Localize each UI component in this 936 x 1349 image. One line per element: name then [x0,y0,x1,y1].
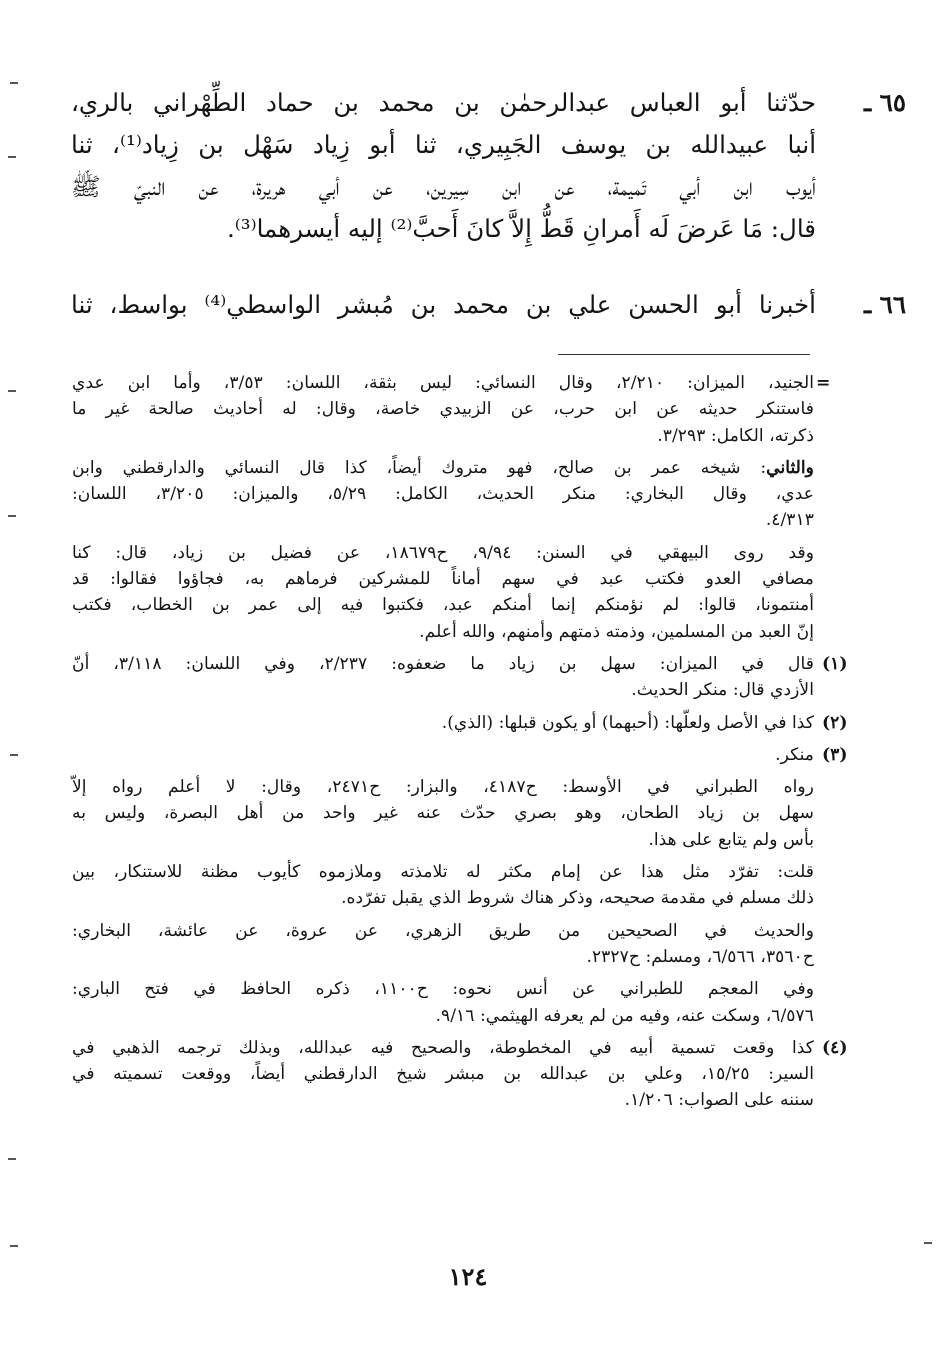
footnote-line: الأزدي قال: منكر الحديث. [631,680,814,701]
page-number: ١٢٤ [448,1262,488,1291]
scan-mark [8,1158,16,1160]
footnote-3-paragraph [72,918,814,971]
footnote-line: رواه الطبراني في الأوسط: ح٤١٨٧، والبزار: ح٢٤٧١، وقال: لا أعلم رواه إلاّ [72,777,814,798]
bold-lead: والثاني [766,457,814,478]
footnote-line: مصافي العدو فكتب عبد في سهم أماناً للمشركين فرماهم به، فجاؤوا فقالوا: قد [72,569,814,590]
footnote-line: أمنتمونا، قالوا: لم نؤمنكم إنما أمنكم عبد، فكتبوا فيه إلى عمر بن الخطاب، فكتب [72,595,814,616]
hadith-line: قال: مَا عَرضَ لَه أَمرانِ قَطُّ إِلاَّ كانَ أَحبَّ⁽²⁾ إليه أيسرهما⁽³⁾. [226,214,816,243]
scan-mark [10,1245,18,1247]
footnote-line: كذا وقعت تسمية أبيه في المخطوطة، والصحيح فيه عبدالله، وبذلك ترجمه الذهبي في [72,1037,814,1058]
footnote-line: سهل بن زياد الطحان، وهو بصري حدّث عنه غير واحد من أهل البصرة، وليس به [72,803,814,824]
hadith-line: أخبرنا أبو الحسن علي بن محمد بن مُبشر الواسطي⁽⁴⁾ بواسط، ثنا [71,290,816,319]
footnote-line: والحديث في الصحيحين من طريق الزهري، عن عروة، عن عائشة، البخاري: [72,920,814,941]
footnote-line: عدي، وقال البخاري: منكر الحديث، الكامل: ٥/٢٩، والميزان: ٣/٢٠٥، اللسان: [72,484,814,505]
footnotes [72,370,848,1120]
footnote-paragraph [72,455,814,534]
footnote-1 [72,651,848,704]
continuation-marker: = [816,373,831,393]
footnote-line: ح٣٥٦٠، ٦/٥٦٦، ومسلم: ح٢٣٢٧. [586,946,814,967]
hadith-line: أنبا عبيدالله بن يوسف الجَبِيري، ثنا أبو زِياد سَهْل بن زِياد⁽¹⁾، ثنا [71,130,817,159]
footnote-line: منكر. [775,744,814,765]
footnote-line: والثاني: شيخه عمر بن صالح، فهو متروك أيضاً، كذا قال النسائي والدارقطني وابن [72,457,814,478]
footnote-line: ٦/٥٧٦، وسكت عنه، وفيه من لم يعرفه الهيثمي: ٩/١٦. [435,1005,814,1026]
scan-mark [10,82,18,84]
footnote-2 [72,710,848,736]
hadith-line: حدّثنا أبو العباس عبدالرحمٰن بن محمد بن حماد الطِّهْراني بالري، [71,88,816,117]
footnote-line: الجنيد، الميزان: ٢/٢١٠، وقال النسائي: ليس بثقة، اللسان: ٣/٥٣، وأما ابن عدي [72,373,814,393]
footnote-line: ذكرته، الكامل: ٣/٢٩٣. [657,425,814,446]
footnote-marker: (١) [822,653,848,674]
scan-mark [8,390,16,392]
hadith-66 [71,284,906,326]
hadith-65 [71,82,906,250]
scan-mark [8,515,16,517]
footnote-line: قال في الميزان: سهل بن زياد ما ضعفوه: ٢/٢٣٧، وفي اللسان: ٣/١١٨، أنّ [72,653,814,674]
scan-mark [10,754,18,756]
footnote-marker: (٣) [822,744,848,765]
footnote-3-paragraph [72,859,814,912]
footnote-3-paragraph [72,774,814,853]
footnote-3-paragraph [72,976,814,1029]
hadith-line: أيوب ابن أبي تَميمة، عن ابن سِيرين، عن أبي هريرة، عن النبيّ ﷺ [71,172,816,201]
footnote-line: السير: ١٥/٢٥، وعلي بن عبدالله بن مبشر شيخ الدارقطني أيضاً، ووقعت تسميته في [72,1064,814,1085]
footnote-line: ٤/٣١٣. [765,510,814,531]
scan-mark [8,156,16,158]
footnote-line: بأس ولم يتابع على هذا. [648,829,814,850]
footnote-paragraph [72,540,814,645]
hadith-number: ٦٥ ـ [863,88,906,117]
footnote-line: إنّ العبد من المسلمين، وذمته ذمتهم وأمنهم، والله أعلم. [419,621,814,642]
footnote-line: وقد روى البيهقي في السنن: ٩/٩٤، ح١٨٦٧٩، عن فضيل بن زياد، قال: كنا [72,542,815,563]
footnote-4 [72,1035,848,1114]
footnote-continuation [72,370,831,449]
hadith-number: ٦٦ ـ [863,290,906,319]
footnote-line: وفي المعجم للطبراني عن أنس نحوه: ح١١٠٠، ذكره الحافظ في فتح الباري: [72,979,814,1000]
footnote-3 [72,742,848,768]
scan-mark [924,1242,932,1244]
footnote-marker: (٤) [822,1037,848,1058]
footnote-marker: (٢) [822,712,848,733]
footnote-line: فاستنكر حديثه عن ابن حرب، عن الزبيدي خاصة، وقال: له أحاديث صالحة غير ما [72,399,814,420]
footnote-separator [558,354,810,355]
footnote-line: سننه على الصواب: ١/٢٠٦. [624,1090,814,1111]
footnote-line: كذا في الأصل ولعلّها: (أحبهما) أو يكون قبلها: (الذي). [441,712,814,733]
footnote-line: ذلك مسلم في مقدمة صحيحه، وذكر هناك شروط الذي يقبل تفرّده. [341,888,814,909]
footnote-line: قلت: تفرّد مثل هذا عن إمام مكثر له تلامذته وملازموه كأيوب مظنة للاستنكار، بين [72,862,814,883]
